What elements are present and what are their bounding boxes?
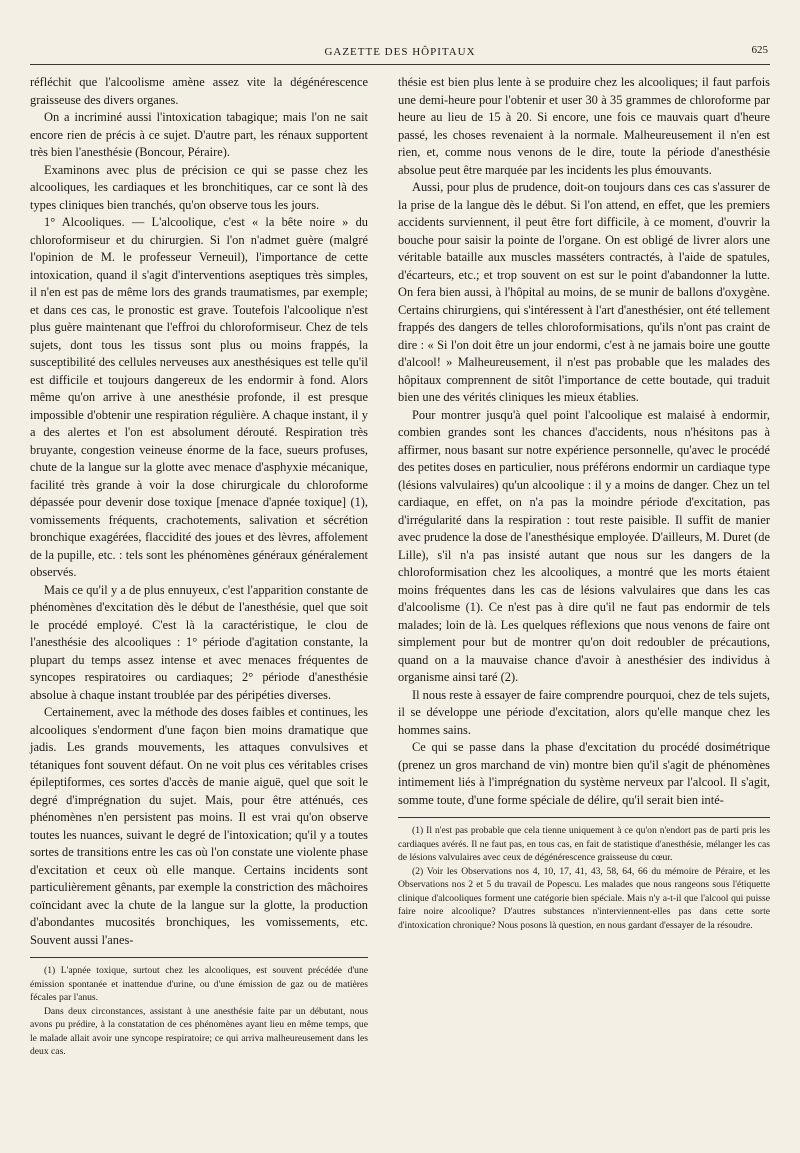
page-number: 625	[751, 44, 768, 56]
footnote-rule	[30, 957, 368, 958]
header-rule	[30, 64, 770, 65]
footnote-rule	[398, 817, 770, 818]
footnote: Dans deux circonstances, assistant à une anesthésie faite par un débutant, nous avons pu prédire, à la constatation de ces phénomènes ayant lieu en même temps, que le malade allait avoir une syncope respiratoire; ce qui arriva malheureusement dans les deux cas.	[30, 1005, 368, 1057]
page-header	[0, 44, 800, 66]
footnote: (2) Voir les Observations nos 4, 10, 17, 41, 43, 58, 64, 66 du mémoire de Péraire, et les Observations nos 2 et 5 du travail de Popescu. Les malades que nous rangeons sous l'étiquette clinique d'alcooliques forment une catégorie bien spéciale. Mais n'y a-t-il que l'alcool qui puisse faire noire alcoolique? D'autres substances n'interviennent-elles pas dans cette sorte d'intoxication chronique? Nous posons là question, en nous gardant d'essayer de la résoudre.	[398, 865, 770, 931]
paragraph: Certainement, avec la méthode des doses faibles et continues, les alcooliques s'endorment d'une façon bien moins dramatique que jadis. Les grands mouvements, les attaques convulsives et tétaniques font souvent défaut. On ne voit plus ces véritables crises épileptiformes, ces sortes d'accès de manie aiguë, quel que soit le degré d'imprégnation du sujet. Mais, pour être atténués, ces phénomènes n'en persistent pas moins. Il est vrai qu'on observe toutes les nuances, suivant le degré de l'intoxication; qu'il y a toutes sortes de transitions entre les cas où l'on constate une violente phase d'excitation et ceux où elle manque. Certains incidents sont particulièrement gênants, par exemple la constriction des mâchoires coïncidant avec la chute de la langue sur la glotte, la production d'abondantes mucosités bronchiques, les vomissements, etc. Souvent aussi l'anes-	[30, 705, 368, 947]
paragraph: réfléchit que l'alcoolisme amène assez vite la dégénérescence graisseuse des divers organes.	[30, 75, 368, 107]
paragraph: Mais ce qu'il y a de plus ennuyeux, c'est l'apparition constante de phénomènes d'excitation dès le début de l'anesthésie, quel que soit le procédé employé. C'est là la caractéristique, le clou de l'anesthésie des alcooliques : 1° période d'agitation constante, la plupart du temps assez intense et avec menaces fréquentes de syncopes respiratoires ou cardiaques; 2° période d'anesthésie absolue à chaque instant troublée par des péripéties diverses.	[30, 582, 368, 702]
footnote: (1) Il n'est pas probable que cela tienne uniquement à ce qu'on n'endort pas de parti pris les cardiaques avérés. Il ne faut pas, en tous cas, en fait de statistique d'anesthésie, mélanger les cas de lésions valvulaires avec ceux de dégénérescence graisseuse du cœur.	[398, 825, 770, 863]
footnotes-left	[30, 964, 368, 1059]
paragraph: On a incriminé aussi l'intoxication tabagique; mais l'on ne sait encore rien de précis à ce sujet. D'autre part, les rénaux supportent très bien l'anesthésie (Boncour, Péraire).	[30, 110, 368, 159]
paragraph: Il nous reste à essayer de faire comprendre pourquoi, chez de tels sujets, il se développe une période d'excitation, alors qu'elle manque chez les hommes sains.	[398, 687, 770, 737]
right-column	[398, 74, 770, 932]
left-column	[30, 74, 368, 1059]
paragraph: Aussi, pour plus de prudence, doit-on toujours dans ces cas s'assurer de la prise de la langue dès le début. Si l'on attend, en effet, que les premiers accidents surviennent, il peut être fort difficile, à ce moment, d'ouvrir la bouche pour saisir la pointe de l'organe. On est obligé de livrer alors une véritable bataille aux muscles masséters contractés, à l'aide de spatules, d'écarteurs, etc.; et trop souvent on est sur le point d'abandonner la lutte. On fera bien aussi, à l'hôpital au moins, de se munir de ballons d'oxygène. Certains chirurgiens, qui s'intéressent à l'art d'anesthésier, ont été tellement frappés des dangers de telles chloroformisations, qu'ils n'ont pas craint de dire : « Si l'on doit être un jour endormi, c'est à ne jamais boire une goutte d'alcool! » Malheureusement, il n'est pas probable que les malades des hôpitaux comprennent de sitôt l'importance de cette boutade, qui traduit bien une des vérités cliniques les mieux établies.	[398, 180, 770, 404]
journal-title: GAZETTE DES HÔPITAUX	[324, 46, 476, 58]
footnote: (1) L'apnée toxique, surtout chez les alcooliques, est souvent précédée d'une émission spontanée et inattendue d'urine, ou d'une émission de gaz ou de matières fécales par l'anus.	[30, 965, 368, 1003]
paragraph: Pour montrer jusqu'à quel point l'alcoolique est malaisé à endormir, combien grandes sont les chances d'accidents, nous n'hésitons pas à affirmer, nous basant sur notre expérience personnelle, qu'avec le procédé des petites doses en particulier, nous préférons endormir un cardiaque type (lésions valvulaires) qu'un alcoolique : il y a moins de danger. Chez un tel cardiaque, en effet, on n'a pas la moindre période d'excitation, pas d'irrégularité dans la respiration : tout reste paisible. Il suffit de manier avec prudence la dose de l'anesthésique employée. D'ailleurs, M. Duret (de Lille), s'il n'a pas insisté autant que nous sur les dangers de la chloroformisation chez les alcooliques, a montré que les morts étaient moins fréquentes dans les cas de lésions valvulaires que dans les cas d'alcoolisme (1). Ce n'est pas à dire qu'il ne faut pas endormir de tels malades; loin de là. Les quelques réflexions que nous venons de faire ont simplement pour but de montrer qu'on doit redoubler de précautions, quand on a la mauvaise chance d'avoir à anesthésier des individus à organisme ainsi taré (2).	[398, 407, 770, 684]
paragraph: thésie est bien plus lente à se produire chez les alcooliques; il faut parfois une demi-heure pour l'obtenir et user 30 à 35 grammes de chloroforme par heure au lieu de 15 à 20. Si encore, une fois ce mauvais quart d'heure passé, les choses revenaient à la normale. Malheureusement il n'en est rien, et, comme nous venons de le dire, toute la période d'anesthésie absolue peut être marquée par les incidents les plus émouvants.	[398, 75, 770, 177]
paragraph: 1° Alcooliques. — L'alcoolique, c'est « la bête noire » du chloroformiseur et du chirurgien. Si l'on n'admet guère (malgré l'opinion de M. le professeur Verneuil), l'importance de cette intoxication, quand il s'agit d'interventions aseptiques très simples, il n'en est pas de même lors des grands traumatismes, par exemple; et dans ces cas, le pronostic est grave. Toutefois l'alcoolique n'est plus guère maintenant que l'effroi du chloroformiseur. Chez de tels sujets, dont tous les tissus sont plus ou moins frappés, la susceptibilité des cellules nerveuses aux anesthésiques est telle qu'il est difficile et toujours dangereux de les endormir à fond. Alors même qu'on arrive à une anesthésie profonde, il est presque impossible d'obtenir une respiration régulière. A chaque instant, il y a des alertes et l'on est absolument dérouté. Respiration très bruyante, congestion veineuse énorme de la face, sueurs profuses, chute de la langue sur la glotte avec menace d'asphyxie mécanique, facilité très grande à voir la dose chirurgicale du chloroforme dépassée pour devenir dose toxique [menace d'apnée toxique] (1), vomissements fréquents, crachotements, salivation et sécrétion bronchique exagérées, flaccidité des joues et des lèvres, affolement de la pupille, etc. : tels sont les phénomènes généraux généralement observés.	[30, 215, 368, 579]
paragraph: Ce qui se passe dans la phase d'excitation du procédé dosimétrique (prenez un gros marchand de vin) montre bien qu'il s'agit de phénomènes intimement liés à l'imprégnation du système nerveux par l'alcool. Il s'agit, somme toute, d'une forme spéciale de délire, qu'il serait bien inté-	[398, 740, 770, 807]
paragraph: Examinons avec plus de précision ce qui se passe chez les alcooliques, les cardiaques et les bronchitiques, car ce sont là des types cliniques bien tranchés, qu'on observe tous les jours.	[30, 162, 368, 212]
footnotes-right	[398, 824, 770, 932]
